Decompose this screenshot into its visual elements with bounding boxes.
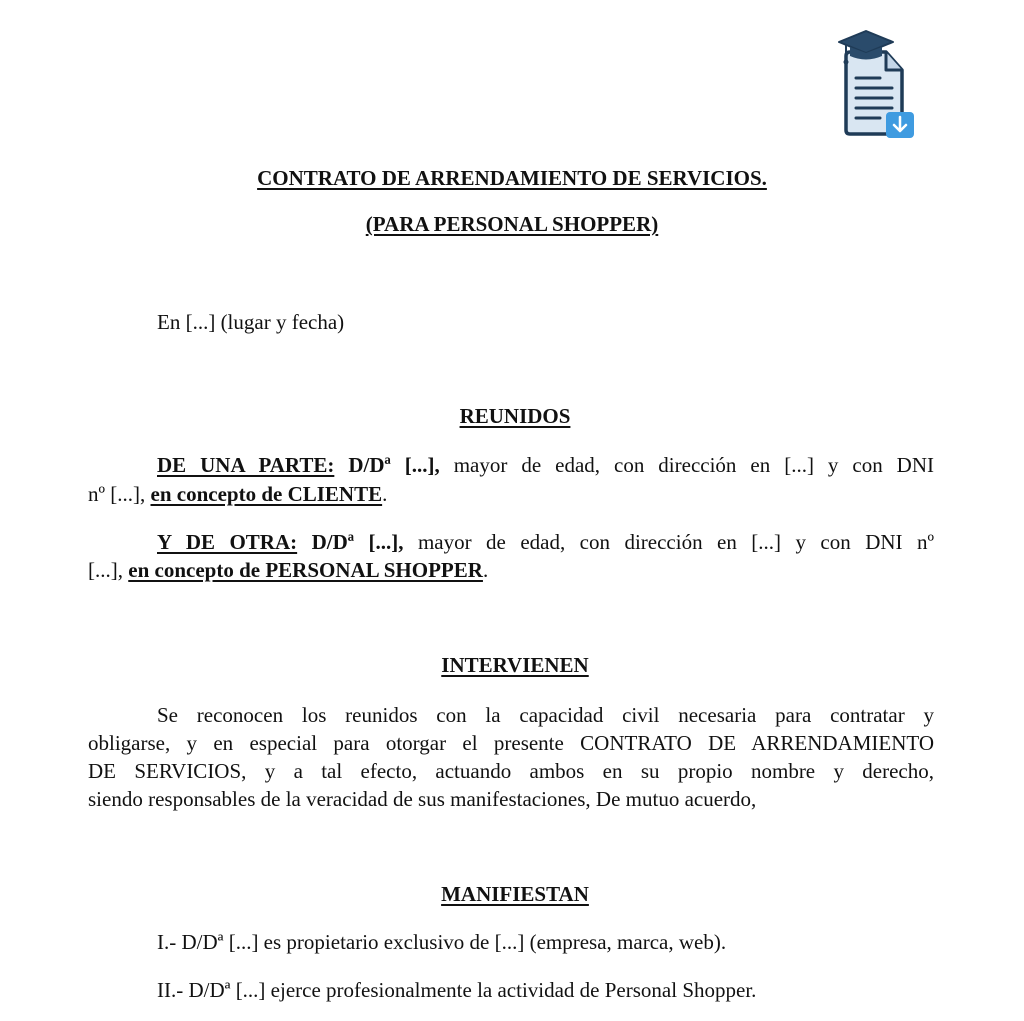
- intervienen-line: DE SERVICIOS, y a tal efecto, actuando ambos en su propio nombre y derecho,: [88, 759, 934, 783]
- part1-concept: en concepto de CLIENTE: [150, 482, 383, 506]
- part1-text1: mayor de edad, con dirección en [...] y con DNI: [439, 453, 935, 477]
- part2-text2: [...],: [88, 558, 129, 582]
- intervienen-line: siendo responsables de la veracidad de sus manifestaciones, De mutuo acuerdo,: [88, 787, 757, 811]
- reunidos-heading: REUNIDOS: [459, 404, 571, 428]
- document-subtitle: (PARA PERSONAL SHOPPER): [365, 212, 659, 236]
- part1-end: .: [382, 482, 388, 506]
- part2-end: .: [482, 558, 489, 582]
- part2-text1: mayor de edad, con dirección en [...] y con DNI nº: [403, 530, 934, 554]
- manifiestan-heading: MANIFIESTAN: [441, 882, 589, 906]
- part1-line2: [88, 482, 387, 507]
- part2-label: Y DE OTRA:: [157, 530, 298, 554]
- part1-text2: nº [...],: [88, 482, 151, 506]
- part1-label: DE UNA PARTE:: [157, 453, 335, 477]
- part2-line2: [88, 558, 488, 583]
- place-date: En [...] (lugar y fecha): [157, 310, 345, 334]
- intervienen-line: Se reconocen los reunidos con la capacidad civil necesaria para contratar y: [157, 703, 934, 727]
- intervienen-line: obligarse, y en especial para otorgar el presente CONTRATO DE ARRENDAMIENTO: [88, 731, 934, 755]
- part2-concept: en concepto de PERSONAL SHOPPER: [128, 558, 483, 582]
- intervienen-heading: INTERVIENEN: [441, 653, 589, 677]
- document-title: CONTRATO DE ARRENDAMIENTO DE SERVICIOS.: [257, 166, 767, 190]
- part2-line1: [157, 530, 934, 555]
- part2-name: D/Dª [...],: [297, 530, 404, 554]
- document-graduation-cap-download-icon[interactable]: [836, 26, 918, 142]
- manifiestan-item-1: I.- D/Dª [...] es propietario exclusivo de [...] (empresa, marca, web).: [157, 930, 727, 954]
- part1-name: D/Dª [...],: [348, 453, 440, 477]
- part1-line1: [157, 453, 934, 478]
- manifiestan-item-2: II.- D/Dª [...] ejerce profesionalmente la actividad de Personal Shopper.: [157, 978, 757, 1002]
